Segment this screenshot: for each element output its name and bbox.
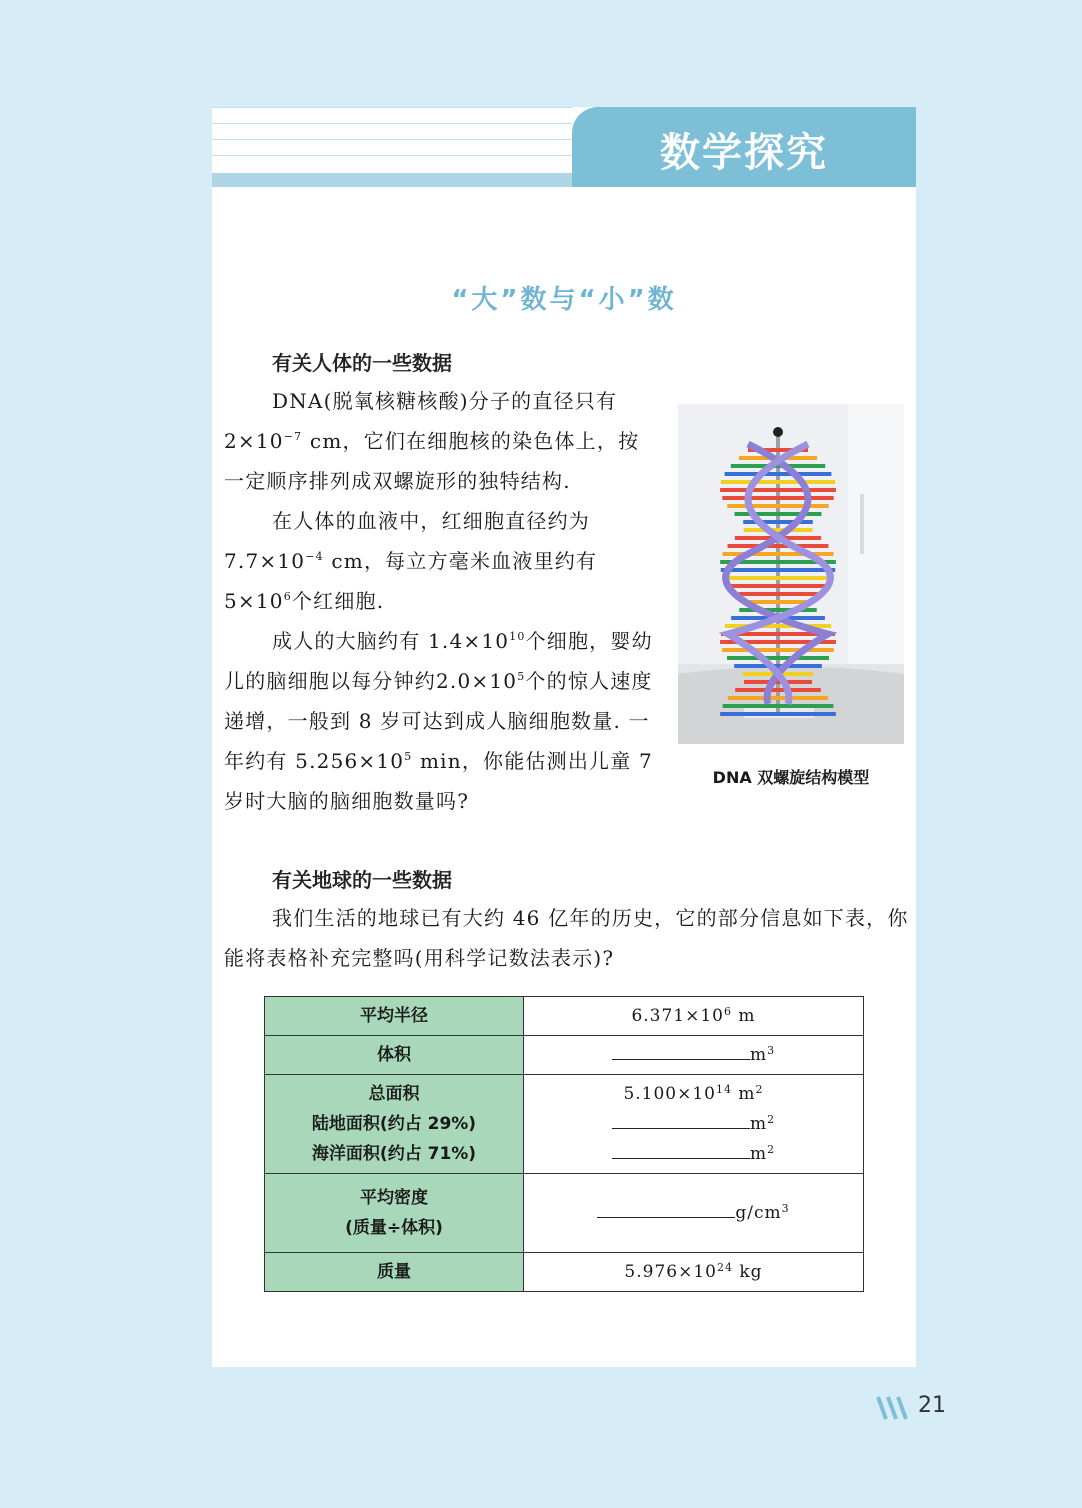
- helix-rung: [725, 472, 832, 476]
- paragraph-brain: 成人的大脑约有 $1.4\times 10^{10}$个细胞，婴幼儿的脑细胞以每分钟约$2.0\times 10^5$个的惊人速度递增，一般到 8 岁可达到成人脑细胞数量. 一年约有 $5.256\times 10^5$ min，你能估测出儿童 7 岁时大脑的脑细胞数量吗?: [224, 629, 653, 813]
- helix-rung: [723, 704, 834, 708]
- earth-data-table: [264, 996, 864, 1292]
- row-value-volume: $m^3$: [524, 1036, 864, 1075]
- section-title: 数学探究: [660, 130, 828, 176]
- helix-rung: [727, 656, 829, 660]
- table-row: [265, 1036, 864, 1075]
- helix-rung: [748, 600, 809, 604]
- header-tab: [572, 107, 916, 187]
- helix-rung: [728, 544, 829, 548]
- helix-rung: [739, 592, 818, 596]
- paragraph-dna: DNA(脱氧核糖核酸)分子的直径只有 $2\times 10^{-7}$ cm，它们在细胞核的染色体上，按一定顺序排列成双螺旋形的独特结构.: [224, 389, 640, 493]
- helix-rung: [722, 648, 834, 652]
- slashes-icon: [876, 1395, 916, 1421]
- helix-rung: [720, 488, 836, 492]
- earth-data-text: [224, 898, 914, 978]
- page-card: [212, 107, 916, 1367]
- helix-rung: [734, 664, 822, 668]
- helix-rung: [720, 712, 836, 716]
- helix-rung: [735, 688, 821, 692]
- helix-rung: [722, 496, 833, 500]
- row-label-volume: 体积: [265, 1036, 524, 1075]
- section-heading-earth: 有关地球的一些数据: [272, 868, 452, 892]
- row-label-area: 总面积 陆地面积(约占 29%) 海洋面积(约占 71%): [265, 1075, 524, 1174]
- blank-line: [612, 1110, 750, 1129]
- section-heading-human: 有关人体的一些数据: [272, 351, 452, 375]
- dna-helix-illustration: [678, 404, 904, 744]
- helix-rung: [735, 512, 822, 516]
- helix-rung: [721, 568, 835, 572]
- helix-rung: [727, 504, 828, 508]
- helix-rung: [728, 696, 828, 700]
- helix-rung: [724, 576, 831, 580]
- table-row: [265, 997, 864, 1036]
- row-value-area: $5.100\times 10^{14}$ $m^2$ $m^2$ $m^2$: [524, 1075, 864, 1174]
- dna-model-photo: [678, 404, 904, 744]
- blank-line: [597, 1199, 735, 1218]
- table-row: [265, 1253, 864, 1292]
- figure-caption: DNA 双螺旋结构模型: [712, 768, 870, 787]
- blank-line: [612, 1140, 750, 1159]
- paragraph-blood: 在人体的血液中，红细胞直径约为 $7.7\times 10^{-4}$ cm，每立方毫米血液里约有 $5\times 10^6$个红细胞.: [224, 509, 598, 613]
- helix-rung: [744, 528, 813, 532]
- row-label-radius: 平均半径: [265, 997, 524, 1036]
- row-label-mass: 质量: [265, 1253, 524, 1292]
- table-row: [265, 1174, 864, 1253]
- table-row: [265, 1075, 864, 1174]
- row-value-mass: $5.976\times 10^{24}$ kg: [524, 1253, 864, 1292]
- row-label-density: 平均密度 (质量÷体积): [265, 1174, 524, 1253]
- row-value-radius: $6.371\times 10^6$ m: [524, 997, 864, 1036]
- blank-line: [612, 1041, 750, 1060]
- row-value-density: $g/cm^3$: [524, 1174, 864, 1253]
- article-title: “大”数与“小”数: [451, 285, 677, 315]
- page-number-text: 21: [918, 1393, 946, 1418]
- human-data-text: [224, 381, 654, 821]
- helix-rung: [721, 480, 835, 484]
- helix-rung: [731, 584, 826, 588]
- paragraph-earth: 我们生活的地球已有大约 46 亿年的历史，它的部分信息如下表，你能将表格补充完整吗(用科学记数法表示)?: [224, 906, 909, 970]
- helix-rung: [744, 680, 812, 684]
